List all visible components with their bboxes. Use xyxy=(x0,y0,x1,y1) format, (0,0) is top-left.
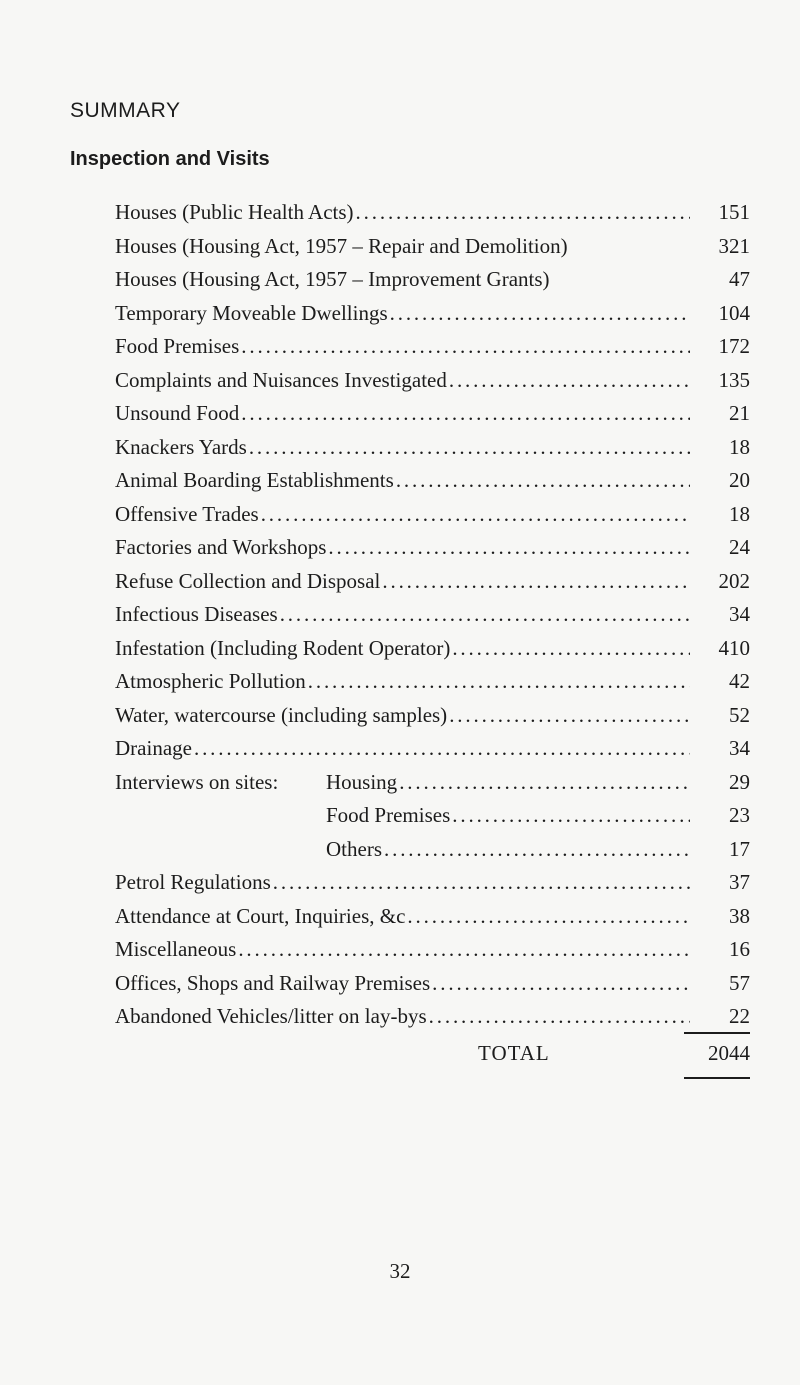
dot-leader xyxy=(241,330,690,364)
row-value: 172 xyxy=(718,334,750,358)
row-label: Miscellaneous xyxy=(115,937,237,961)
table-row xyxy=(115,330,750,364)
dot-leader xyxy=(328,531,690,565)
dot-leader xyxy=(382,565,690,599)
dot-leader xyxy=(241,397,690,431)
table-row xyxy=(115,632,750,666)
table-row xyxy=(115,196,750,230)
row-value: 410 xyxy=(718,635,750,660)
row-label: Attendance at Court, Inquiries, &c xyxy=(115,903,406,928)
section-heading: Inspection and Visits xyxy=(70,148,270,170)
row-label xyxy=(115,766,397,800)
row-label: Drainage xyxy=(115,736,192,760)
row-value: 104 xyxy=(718,300,750,325)
row-value: 18 xyxy=(729,501,750,526)
total-label: TOTAL xyxy=(478,1041,550,1065)
row-value: 321 xyxy=(718,233,750,258)
table-row xyxy=(115,565,750,599)
row-label: Refuse Collection and Disposal xyxy=(115,568,381,593)
table-row xyxy=(115,431,750,465)
row-value: 151 xyxy=(718,200,750,224)
total-row xyxy=(478,1037,750,1070)
row-label: Infestation (Including Rodent Operator) xyxy=(115,635,451,660)
table-row xyxy=(115,699,750,733)
dot-leader xyxy=(249,431,690,465)
table-row xyxy=(115,833,750,867)
dot-leader xyxy=(452,799,690,833)
row-label: Houses (Housing Act, 1957 – Improvement Grants) xyxy=(115,267,550,291)
row-label: Houses (Public Health Acts) xyxy=(115,200,354,224)
row-label: Infectious Diseases xyxy=(115,602,278,626)
table-row xyxy=(115,464,750,498)
row-value: 52 xyxy=(729,702,750,727)
dot-leader xyxy=(399,766,690,800)
table-row xyxy=(115,364,750,398)
row-sublabel: Others xyxy=(326,836,382,861)
row-value: 34 xyxy=(729,736,750,760)
dot-leader xyxy=(384,833,690,867)
page-number: 32 xyxy=(389,1259,411,1283)
dot-leader xyxy=(356,196,690,230)
row-sublabel: Housing xyxy=(326,769,398,794)
row-label: Temporary Moveable Dwellings xyxy=(115,300,388,325)
dot-leader xyxy=(396,464,690,498)
row-label: Animal Boarding Establishments xyxy=(115,468,394,492)
dot-leader xyxy=(432,967,690,1001)
row-value: 135 xyxy=(718,367,750,392)
row-value: 21 xyxy=(729,401,750,425)
row-label: Water, watercourse (including samples) xyxy=(115,702,448,727)
interviews-prefix: Interviews on sites: xyxy=(115,769,279,794)
table-row xyxy=(115,665,750,699)
dot-leader xyxy=(194,732,690,766)
row-label: Unsound Food xyxy=(115,401,240,425)
table-row xyxy=(115,598,750,632)
table-row xyxy=(115,531,750,565)
row-label: Factories and Workshops xyxy=(115,535,327,559)
table-row xyxy=(115,230,750,264)
inspection-table xyxy=(115,196,750,1034)
row-value: 23 xyxy=(729,803,750,827)
total-value: 2044 xyxy=(708,1041,750,1065)
row-value: 42 xyxy=(729,669,750,693)
row-label: Offices, Shops and Railway Premises xyxy=(115,970,431,995)
table-row xyxy=(115,1000,750,1034)
total-rule-bottom xyxy=(684,1077,750,1079)
row-value: 47 xyxy=(729,267,750,291)
table-row xyxy=(115,766,750,800)
row-value: 24 xyxy=(729,535,750,559)
table-row xyxy=(115,866,750,900)
row-value: 18 xyxy=(729,434,750,459)
table-row xyxy=(115,498,750,532)
dot-leader xyxy=(407,900,690,934)
table-row xyxy=(115,263,750,297)
dot-leader xyxy=(261,498,690,532)
dot-leader xyxy=(308,665,690,699)
row-label xyxy=(115,833,382,867)
row-value: 20 xyxy=(729,468,750,492)
row-value: 29 xyxy=(729,769,750,794)
dot-leader xyxy=(449,364,690,398)
table-row xyxy=(115,933,750,967)
dot-leader xyxy=(273,866,690,900)
row-value: 57 xyxy=(729,970,750,995)
dot-leader xyxy=(449,699,690,733)
row-label: Complaints and Nuisances Investigated xyxy=(115,367,447,392)
row-value: 38 xyxy=(729,903,750,928)
row-value: 37 xyxy=(729,870,750,894)
dot-leader xyxy=(390,297,690,331)
dot-leader xyxy=(429,1000,690,1034)
row-value: 22 xyxy=(729,1004,750,1028)
row-value: 16 xyxy=(729,937,750,961)
row-value: 202 xyxy=(718,568,750,593)
row-label: Food Premises xyxy=(115,334,240,358)
dot-leader xyxy=(452,632,690,666)
row-value: 17 xyxy=(729,836,750,861)
table-row xyxy=(115,397,750,431)
table-row xyxy=(115,799,750,833)
dot-leader xyxy=(238,933,690,967)
row-label: Offensive Trades xyxy=(115,501,259,526)
row-label: Petrol Regulations xyxy=(115,870,271,894)
page-title: SUMMARY xyxy=(70,99,181,122)
table-row xyxy=(115,900,750,934)
table-row xyxy=(115,967,750,1001)
table-row xyxy=(115,297,750,331)
row-value: 34 xyxy=(729,602,750,626)
table-row xyxy=(115,732,750,766)
row-label: Houses (Housing Act, 1957 – Repair and Demolition) xyxy=(115,233,568,258)
row-label: Atmospheric Pollution xyxy=(115,669,306,693)
row-sublabel: Food Premises xyxy=(326,803,451,827)
total-rule-top xyxy=(684,1032,750,1034)
row-label: Knackers Yards xyxy=(115,434,247,459)
row-label xyxy=(115,799,450,833)
dot-leader xyxy=(280,598,690,632)
row-label: Abandoned Vehicles/litter on lay-bys xyxy=(115,1004,427,1028)
